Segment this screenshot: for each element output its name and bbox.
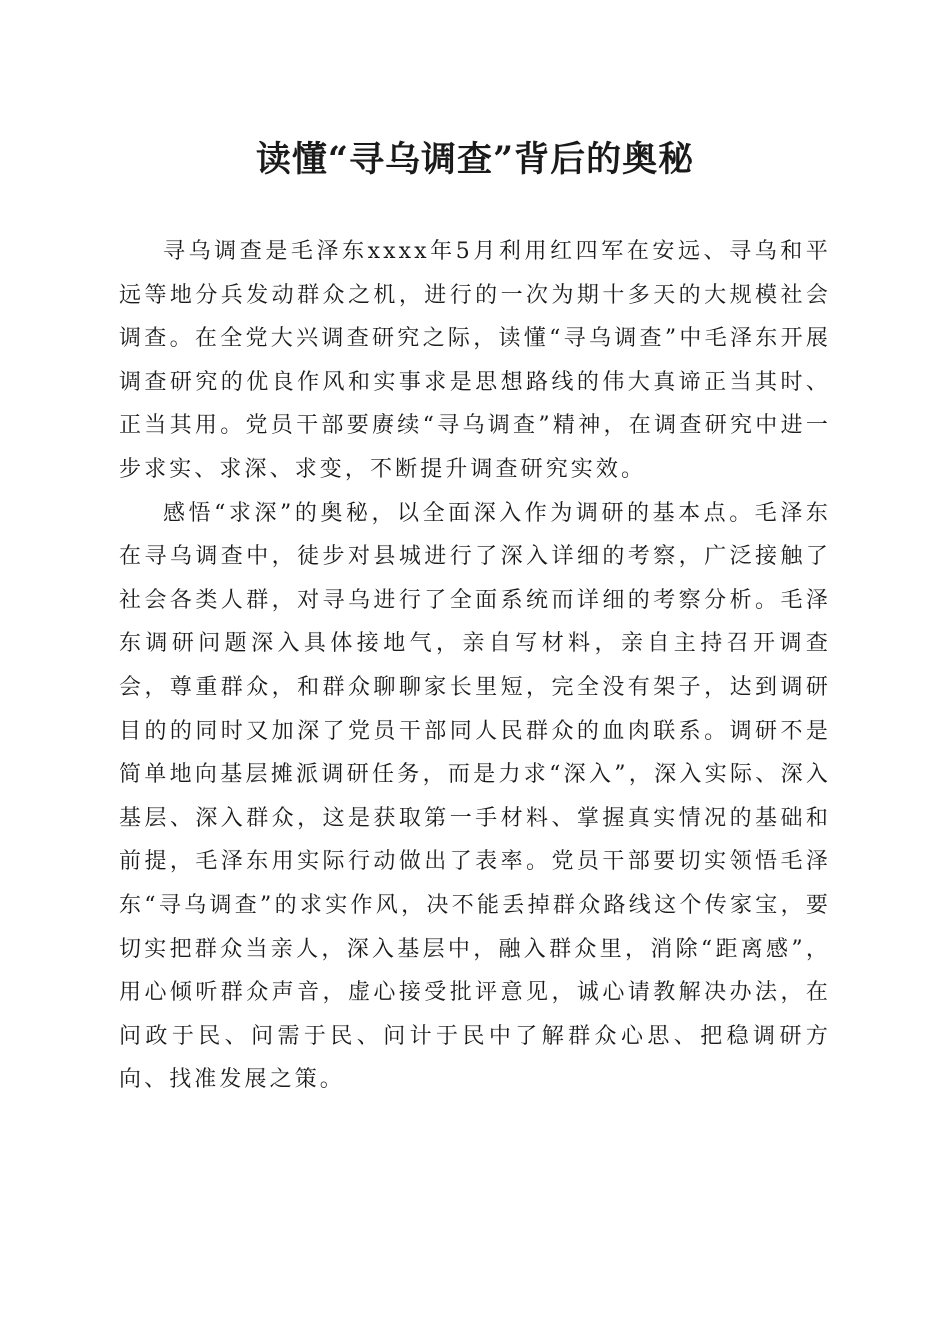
document-title: 读懂“寻乌调查”背后的奥秘 <box>255 139 695 180</box>
document-body <box>119 230 831 1102</box>
paragraph-intro: 寻乌调查是毛泽东xxxx年5月利用红四军在安远、寻乌和平远等地分兵发动群众之机，进行的一次为期十多天的大规模社会调查。在全党大兴调查研究之际，读懂“寻乌调查”中毛泽东开展调查研究的优良作风和实事求是思想路线的伟大真谛正当其时、正当其用。党员干部要赓续“寻乌调查”精神，在调查研究中进一步求实、求深、求变，不断提升调查研究实效。 <box>119 239 831 482</box>
paragraph-seek-depth: 感悟“求深”的奥秘，以全面深入作为调研的基本点。毛泽东在寻乌调查中，徒步对县城进行了深入详细的考察，广泛接触了社会各类人群，对寻乌进行了全面系统而详细的考察分析。毛泽东调研问题深入具体接地气，亲自写材料，亲自主持召开调查会，尊重群众，和群众聊聊家长里短，完全没有架子，达到调研目的的同时又加深了党员干部同人民群众的血肉联系。调研不是简单地向基层摊派调研任务，而是力求“深入”，深入实际、深入基层、深入群众，这是获取第一手材料、掌握真实情况的基础和前提，毛泽东用实际行动做出了表率。党员干部要切实领悟毛泽东“寻乌调查”的求实作风，决不能丢掉群众路线这个传家宝，要切实把群众当亲人，深入基层中，融入群众里，消除“距离感”，用心倾听群众声音，虚心接受批评意见，诚心请教解决办法，在问政于民、问需于民、问计于民中了解群众心思、把稳调研方向、找准发展之策。 <box>119 500 831 1093</box>
